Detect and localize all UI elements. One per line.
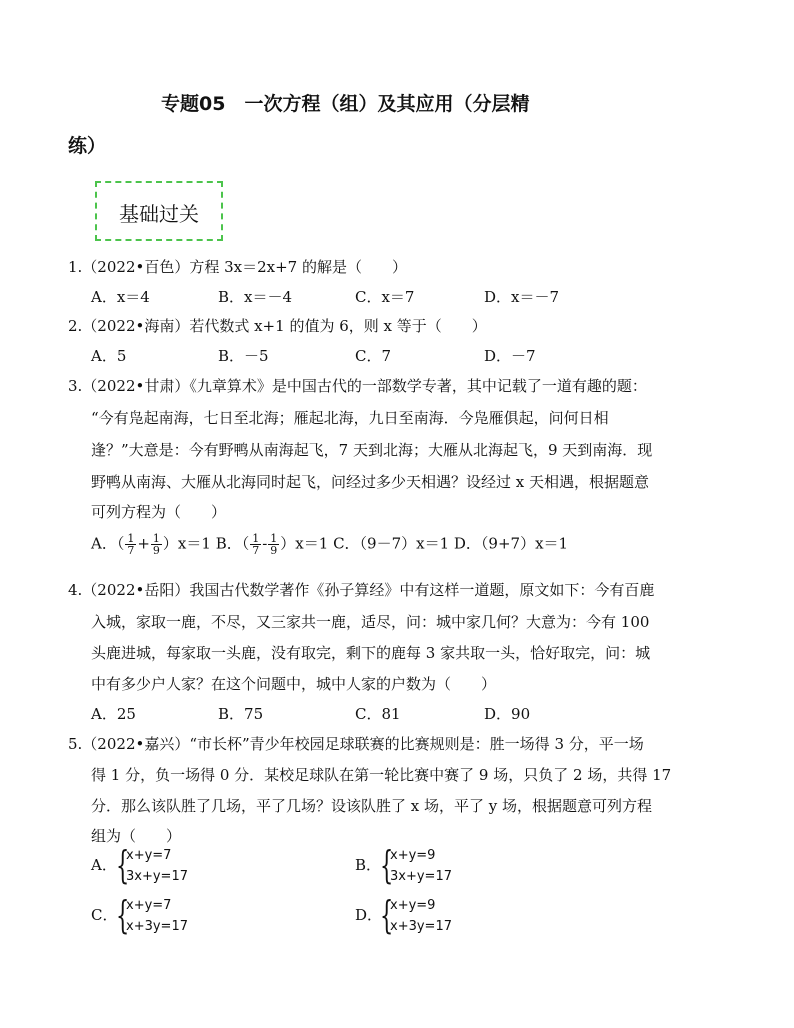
- question-3-option-a-suffix: ）x＝1 B．（: [162, 534, 250, 553]
- fraction-one-ninth: [151, 533, 162, 556]
- section-badge-label: 基础过关: [119, 202, 199, 226]
- question-3-line: 逢？”大意是：今有野鸭从南海起飞，7 天到北海；大雁从北海起飞，9 天到南海．现: [91, 441, 653, 459]
- page-title: 专题05 一次方程（组）及其应用（分层精: [161, 93, 530, 115]
- fraction-one-seventh: [125, 533, 136, 556]
- fraction-denominator: 7: [127, 544, 135, 557]
- question-4-option-b: B．75: [218, 705, 264, 723]
- section-badge: [95, 181, 223, 241]
- question-4-option-a: A．25: [91, 705, 136, 723]
- equation: x+3y=17: [390, 919, 452, 934]
- equation: x+3y=17: [126, 919, 188, 934]
- question-5-line: 5.（2022•嘉兴）“市长杯”青少年校园足球联赛的比赛规则是：胜一场得 3 分，平一场: [68, 735, 644, 753]
- left-brace-icon: {: [380, 893, 394, 937]
- question-4-line: 中有多少户人家？在这个问题中，城中人家的户数为（ ）: [91, 675, 497, 693]
- question-3-line: 3.（2022•甘肃）《九章算术》是中国古代的一部数学专著，其中记载了一道有趣的题：: [68, 377, 647, 395]
- question-4-option-d: D．90: [484, 705, 531, 723]
- question-4-line: 头鹿进城，每家取一头鹿，没有取完，剩下的鹿每 3 家共取一头，恰好取完，问：城: [91, 644, 651, 662]
- question-5-option-a-system: [116, 843, 206, 888]
- equation: x+y=9: [390, 898, 436, 913]
- left-brace-icon: {: [116, 843, 130, 887]
- plus-sign: +: [137, 534, 150, 553]
- question-3-option-b-suffix: ）x＝1 C．（9－7）x＝1 D．（9+7）x＝1: [280, 534, 569, 553]
- minus-sign: -: [262, 534, 268, 553]
- equation: 3x+y=17: [126, 869, 188, 884]
- fraction-denominator: 9: [270, 544, 278, 557]
- question-5-option-d-label: D．: [355, 906, 383, 924]
- question-1-option-b: B．x＝－4: [218, 288, 293, 306]
- question-1-option-d: D．x＝－7: [484, 288, 560, 306]
- question-5-line: 组为（ ）: [91, 827, 182, 845]
- question-3-option-a-prefix: A．（: [91, 534, 125, 553]
- question-1-stem: 1.（2022•百色）方程 3x＝2x+7 的解是（ ）: [68, 258, 407, 276]
- question-5-option-a-label: A．: [91, 856, 117, 874]
- fraction-denominator: 7: [252, 544, 260, 557]
- fraction-numerator: 1: [252, 532, 260, 545]
- left-brace-icon: {: [380, 843, 394, 887]
- question-5-option-c-label: C．: [91, 906, 118, 924]
- question-5-option-d-system: [380, 893, 470, 938]
- question-2-stem: 2.（2022•海南）若代数式 x+1 的值为 6，则 x 等于（ ）: [68, 317, 487, 335]
- question-2-option-b: B．－5: [218, 347, 269, 365]
- fraction-numerator: 1: [127, 532, 135, 545]
- page-title-continuation: 练）: [68, 135, 107, 157]
- left-brace-icon: {: [116, 893, 130, 937]
- question-5-line: 分．那么该队胜了几场，平了几场？设该队胜了 x 场，平了 y 场，根据题意可列方程: [91, 797, 653, 815]
- equation: 3x+y=17: [390, 869, 452, 884]
- fraction-one-seventh: [250, 533, 261, 556]
- fraction-denominator: 9: [152, 544, 160, 557]
- question-4-line: 4.（2022•岳阳）我国古代数学著作《孙子算经》中有这样一道题，原文如下：今有百鹿: [68, 581, 655, 599]
- question-2-option-d: D．－7: [484, 347, 536, 365]
- equation: x+y=7: [126, 898, 172, 913]
- equation: x+y=9: [390, 848, 436, 863]
- fraction-numerator: 1: [270, 532, 278, 545]
- question-3-line: “今有凫起南海，七日至北海；雁起北海，九日至南海．今凫雁俱起，问何日相: [91, 409, 609, 427]
- question-1-option-c: C．x＝7: [355, 288, 415, 306]
- question-4-option-c: C．81: [355, 705, 401, 723]
- equation: x+y=7: [126, 848, 172, 863]
- question-5-option-b-label: B．: [355, 856, 382, 874]
- question-5-line: 得 1 分，负一场得 0 分．某校足球队在第一轮比赛中赛了 9 场，只负了 2 场，共得 17: [91, 766, 672, 784]
- question-5-option-c-system: [116, 893, 206, 938]
- question-3-line: 可列方程为（ ）: [91, 503, 227, 521]
- fraction-numerator: 1: [152, 532, 160, 545]
- question-5-option-b-system: [380, 843, 470, 888]
- question-1-option-a: A．x＝4: [91, 288, 150, 306]
- question-3-line: 野鸭从南海、大雁从北海同时起飞，问经过多少天相遇？设经过 x 天相遇，根据题意: [91, 473, 649, 491]
- fraction-one-ninth: [268, 533, 279, 556]
- question-2-option-a: A．5: [91, 347, 127, 365]
- question-2-option-c: C．7: [355, 347, 392, 365]
- question-4-line: 入城，家取一鹿，不尽，又三家共一鹿，适尽，问：城中家几何？大意为：今有 100: [91, 613, 650, 631]
- question-3-options: [91, 533, 568, 556]
